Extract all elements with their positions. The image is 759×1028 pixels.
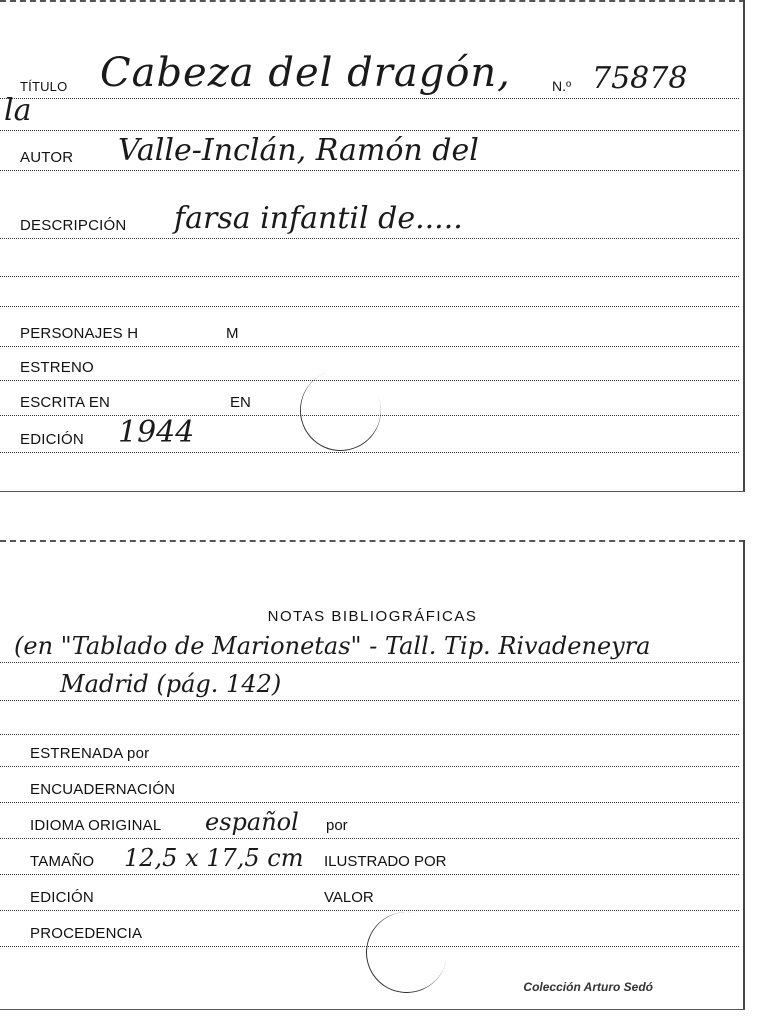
descripcion-value: farsa infantil de..... (174, 201, 463, 236)
estreno-field (0, 350, 739, 381)
valor-label: VALOR (324, 889, 374, 906)
procedencia-label: PROCEDENCIA (30, 925, 143, 942)
tamano-label: TAMAÑO (30, 853, 95, 870)
autor-field (0, 133, 739, 171)
notas-line-2 (0, 670, 739, 701)
autor-label: AUTOR (20, 149, 74, 166)
card-top-edge (0, 540, 745, 542)
edicion-label: EDICIÓN (20, 431, 84, 448)
notes-card (0, 540, 745, 1010)
titulo-article-field (0, 93, 739, 131)
autor-value: Valle-Inclán, Ramón del (118, 133, 479, 168)
notas-text-2: Madrid (pág. 142) (60, 670, 282, 698)
estrenada-label: ESTRENADA por (30, 745, 150, 762)
notas-text-1: (en "Tablado de Marionetas" - Tall. Tip. Rivadeneyra (14, 632, 651, 660)
idioma-por-label: por (326, 817, 348, 834)
collection-footer: Colección Arturo Sedó (523, 980, 653, 994)
edicion-bottom-label: EDICIÓN (30, 889, 94, 906)
card-bottom-edge (0, 1009, 745, 1010)
titulo-label: TÍTULO (20, 79, 68, 94)
card-bottom-edge (0, 491, 745, 492)
notes-heading: NOTAS BIBLIOGRÁFICAS (267, 608, 478, 625)
descripcion-field (0, 201, 739, 239)
card-top-edge (0, 0, 745, 2)
en-label: EN (230, 394, 251, 411)
ilustrado-label: ILUSTRADO POR (324, 853, 447, 870)
card-right-edge (743, 0, 745, 492)
idioma-label: IDIOMA ORIGINAL (30, 817, 162, 834)
escrita-label: ESCRITA EN (20, 394, 111, 411)
numero-label: N.º (552, 78, 572, 94)
notas-line-3 (0, 704, 739, 735)
notas-line-1 (0, 632, 739, 663)
titulo-field (0, 50, 739, 99)
descripcion-label: DESCRIPCIÓN (20, 217, 127, 234)
tamano-value: 12,5 x 17,5 cm (124, 844, 304, 872)
titulo-article: la (4, 93, 32, 128)
edicion-value: 1944 (118, 415, 195, 450)
personajes-label: PERSONAJES H (20, 325, 139, 342)
numero-value: 75878 (592, 61, 688, 96)
blank-line-1 (0, 246, 739, 277)
encuadernacion-label: ENCUADERNACIÓN (30, 781, 176, 798)
personajes-m-label: M (226, 325, 239, 342)
title-card (0, 0, 745, 492)
edicion-bottom-field (0, 880, 739, 911)
idioma-value: español (205, 808, 299, 836)
personajes-field (0, 316, 739, 347)
titulo-value: Cabeza del dragón, (100, 50, 511, 96)
blank-line-2 (0, 276, 739, 307)
idioma-field (0, 808, 739, 839)
estrenada-field (0, 736, 739, 767)
estreno-label: ESTRENO (20, 359, 94, 376)
encuadernacion-field (0, 772, 739, 803)
tamano-field (0, 844, 739, 875)
